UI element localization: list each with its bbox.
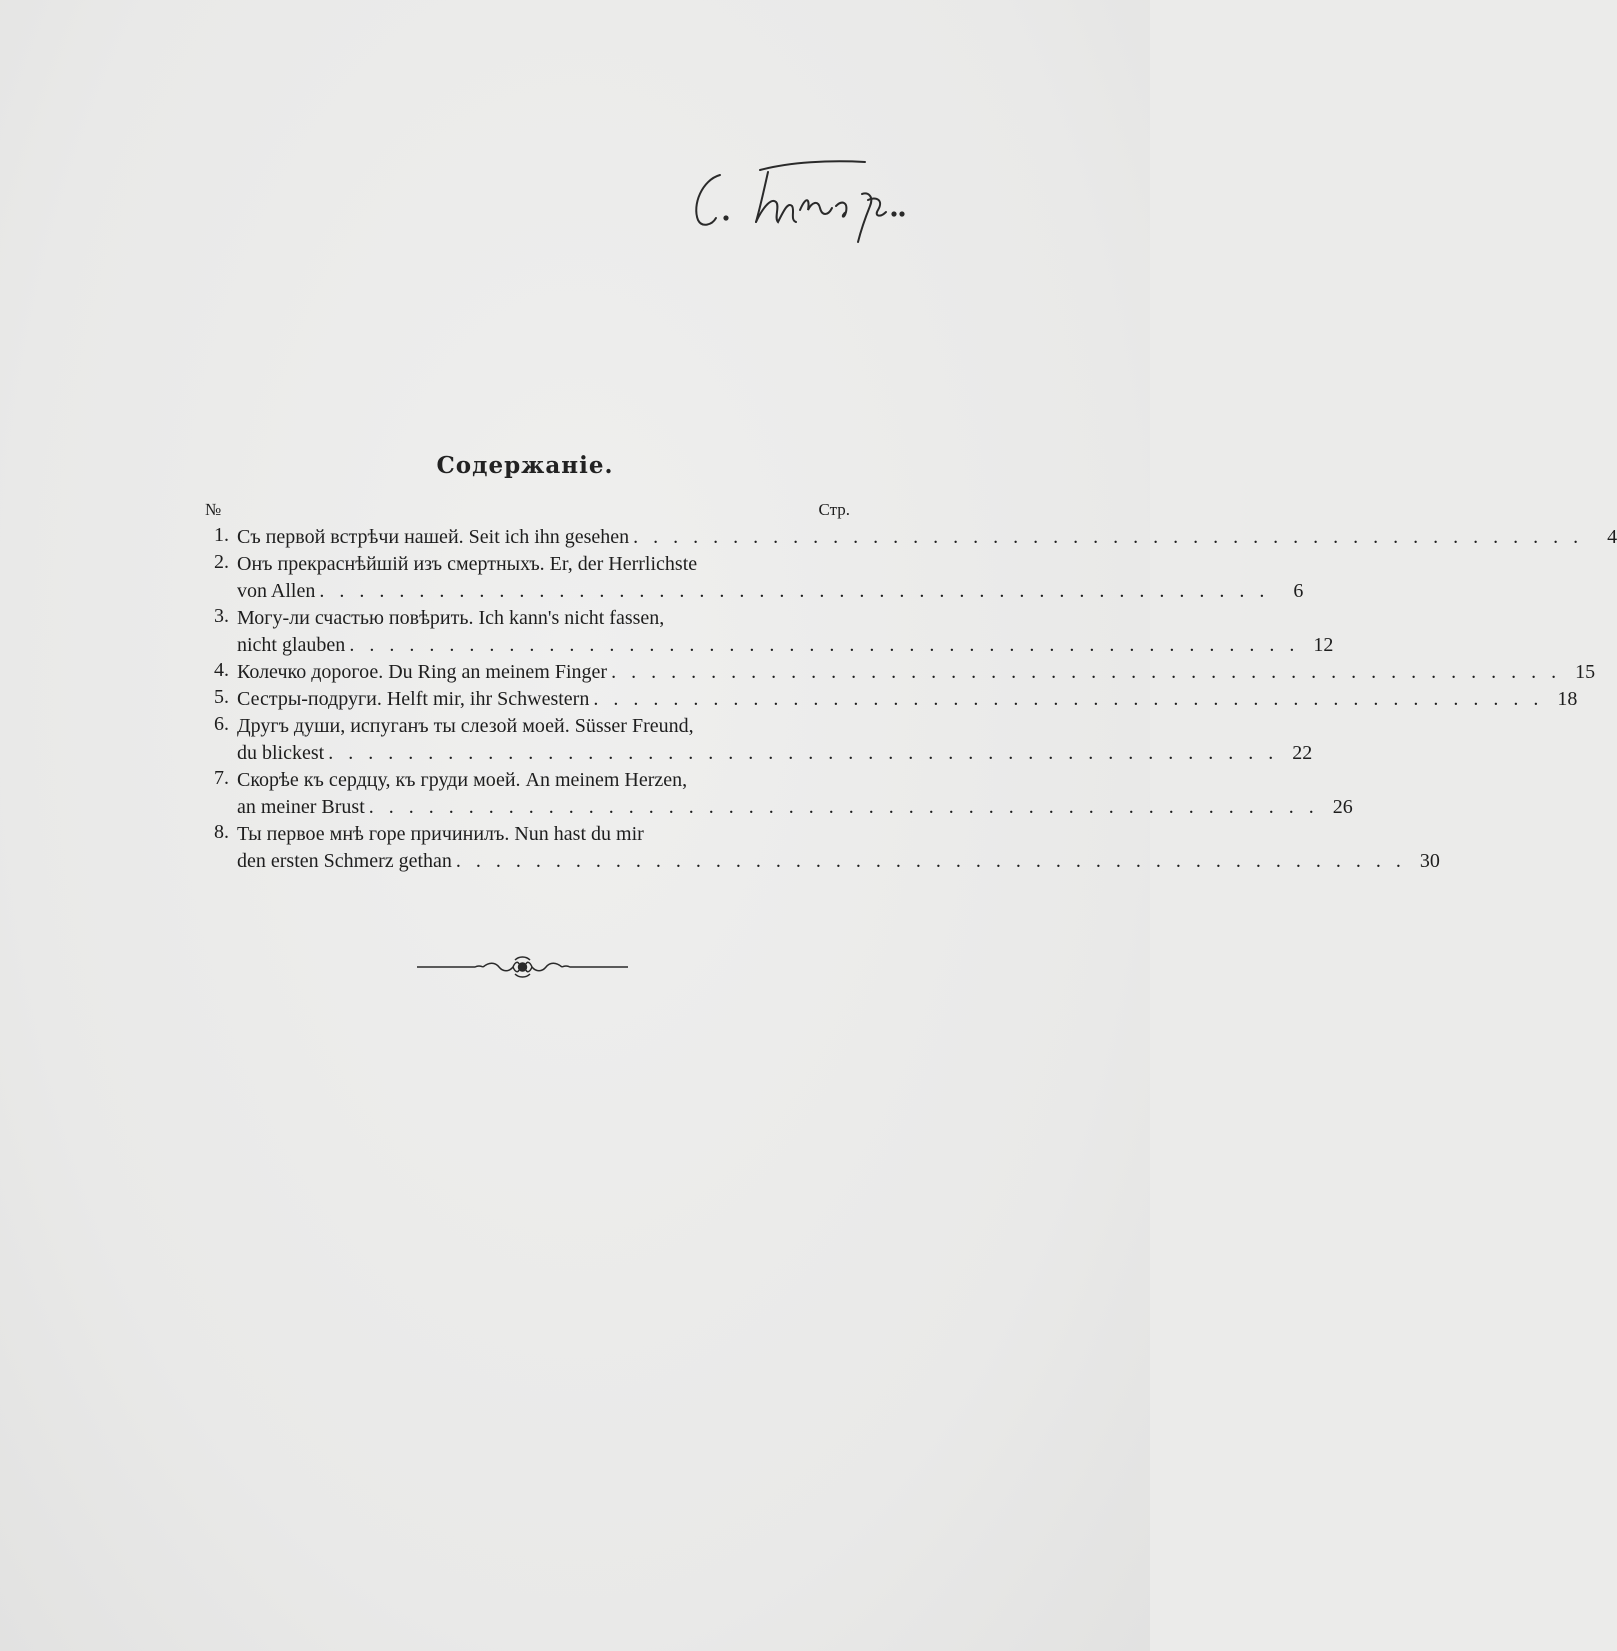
toc-entry (205, 551, 1304, 605)
entry-title-continued: nicht glauben (237, 634, 346, 656)
entry-title-continued: den ersten Schmerz gethan (237, 850, 452, 872)
page-column-label: Стр. (818, 500, 850, 519)
entry-number: 8. (214, 821, 229, 843)
entry-page-number: 15 (1575, 661, 1596, 683)
handwritten-signature (690, 150, 950, 260)
entry-page-number: 6 (1293, 580, 1304, 602)
entry-page-number: 26 (1332, 796, 1353, 818)
entry-number: 5. (214, 686, 229, 708)
table-of-contents (205, 500, 1617, 875)
toc-entry (205, 524, 1617, 551)
entry-number: 6. (214, 713, 229, 735)
entry-number: 4. (214, 659, 229, 681)
toc-header (205, 500, 850, 524)
entry-number: 7. (214, 767, 229, 789)
page-title: Содержаніе. (436, 452, 614, 479)
entry-page-number: 30 (1419, 850, 1440, 872)
leader-dots (369, 794, 1319, 821)
entry-title: Онъ прекраснѣйшій изъ смертныхъ. Er, der Herrlichste (237, 553, 698, 575)
entry-title: Скорѣе къ сердцу, къ груди моей. An meinem Herzen, (237, 769, 688, 791)
entry-page-number: 18 (1557, 688, 1578, 710)
leader-dots (319, 578, 1269, 605)
entry-title: Колечко дорогое. Du Ring an meinem Finger (237, 661, 608, 683)
toc-entry (205, 605, 1334, 659)
entry-number: 2. (214, 551, 229, 573)
leader-dots (633, 524, 1583, 551)
toc-entry (205, 686, 1578, 713)
toc-entry (205, 659, 1596, 686)
entry-title: Могу-ли счастью повѣрить. Ich kann's nicht fassen, (237, 607, 665, 629)
entry-title-continued: von Allen (237, 580, 316, 602)
entry-number: 3. (214, 605, 229, 627)
leader-dots (328, 740, 1278, 767)
entry-title: Съ первой встрѣчи нашей. Seit ich ihn gesehen (237, 526, 630, 548)
leader-dots (611, 659, 1561, 686)
entry-page-number: 12 (1313, 634, 1334, 656)
number-column-label: № (205, 500, 222, 519)
leader-dots (349, 632, 1299, 659)
entry-page-number: 4 (1607, 526, 1617, 548)
toc-entry (205, 713, 1313, 767)
toc-entry (205, 767, 1353, 821)
entry-title: Другъ души, испуганъ ты слезой моей. Süsser Freund, (237, 715, 694, 737)
entry-title: Ты первое мнѣ горе причинилъ. Nun hast du mir (237, 823, 644, 845)
decorative-ornament-divider (415, 952, 630, 982)
entry-page-number: 22 (1292, 742, 1313, 764)
leader-dots (593, 686, 1543, 713)
toc-entry (205, 821, 1440, 875)
entry-number: 1. (214, 524, 229, 546)
entry-title-continued: du blickest (237, 742, 325, 764)
leader-dots (456, 848, 1406, 875)
entry-title: Сестры-подруги. Helft mir, ihr Schwestern (237, 688, 590, 710)
entry-title-continued: an meiner Brust (237, 796, 365, 818)
